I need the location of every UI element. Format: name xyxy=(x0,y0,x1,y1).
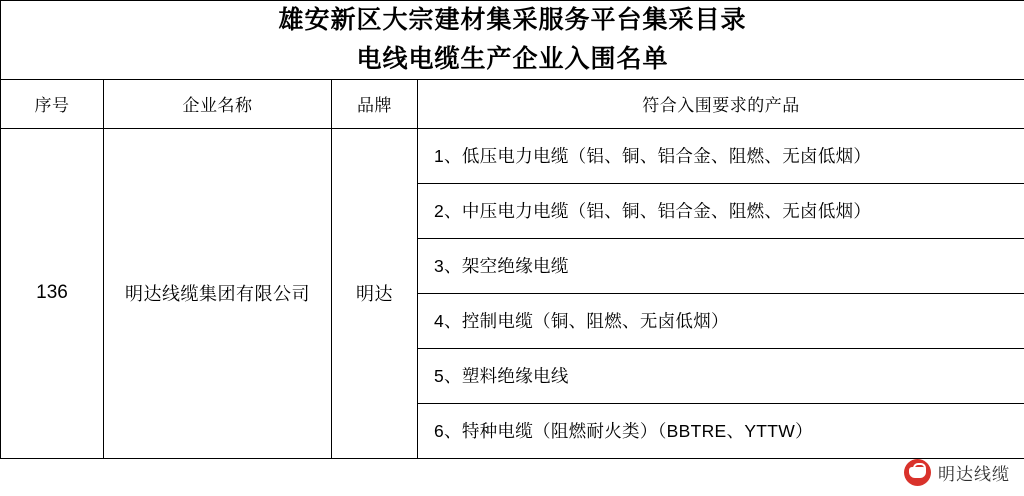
product-list-item xyxy=(418,238,1024,293)
document-title xyxy=(1,1,1024,80)
title-line-2: 电线电缆生产企业入围名单 xyxy=(356,44,669,73)
product-list xyxy=(418,129,1024,458)
product-item-1: 1、低压电力电缆（铝、铜、铝合金、阻燃、无卤低烟） xyxy=(418,129,1024,184)
row-products xyxy=(418,128,1024,458)
column-header-company: 企业名称 xyxy=(104,79,332,128)
watermark xyxy=(904,459,1010,486)
product-item-2: 2、中压电力电缆（铝、铜、铝合金、阻燃、无卤低烟） xyxy=(418,183,1024,238)
wechat-account-logo-icon xyxy=(904,459,931,486)
table-row xyxy=(1,128,1024,458)
column-header-brand: 品牌 xyxy=(332,79,418,128)
product-list-item xyxy=(418,129,1024,184)
column-header-products: 符合入围要求的产品 xyxy=(418,79,1024,128)
product-item-6: 6、特种电缆（阻燃耐火类）（BBTRE、YTTW） xyxy=(434,421,813,441)
product-list-item xyxy=(418,403,1024,458)
row-company-name: 明达线缆集团有限公司 xyxy=(104,128,332,458)
row-index: 136 xyxy=(1,128,104,458)
row-brand: 明达 xyxy=(332,128,418,458)
title-row xyxy=(1,1,1024,80)
product-item-4: 4、控制电缆（铜、阻燃、无卤低烟） xyxy=(418,293,1024,348)
product-list-item xyxy=(418,183,1024,238)
title-line-1: 雄安新区大宗建材集采服务平台集采目录 xyxy=(278,6,747,34)
table-header-row xyxy=(1,79,1024,128)
product-list-item xyxy=(418,348,1024,403)
watermark-label: 明达线缆 xyxy=(938,465,1010,484)
product-item-5: 5、塑料绝缘电线 xyxy=(418,348,1024,403)
product-item-3: 3、架空绝缘电缆 xyxy=(418,238,1024,293)
product-list-item xyxy=(418,293,1024,348)
column-header-index: 序号 xyxy=(1,79,104,128)
